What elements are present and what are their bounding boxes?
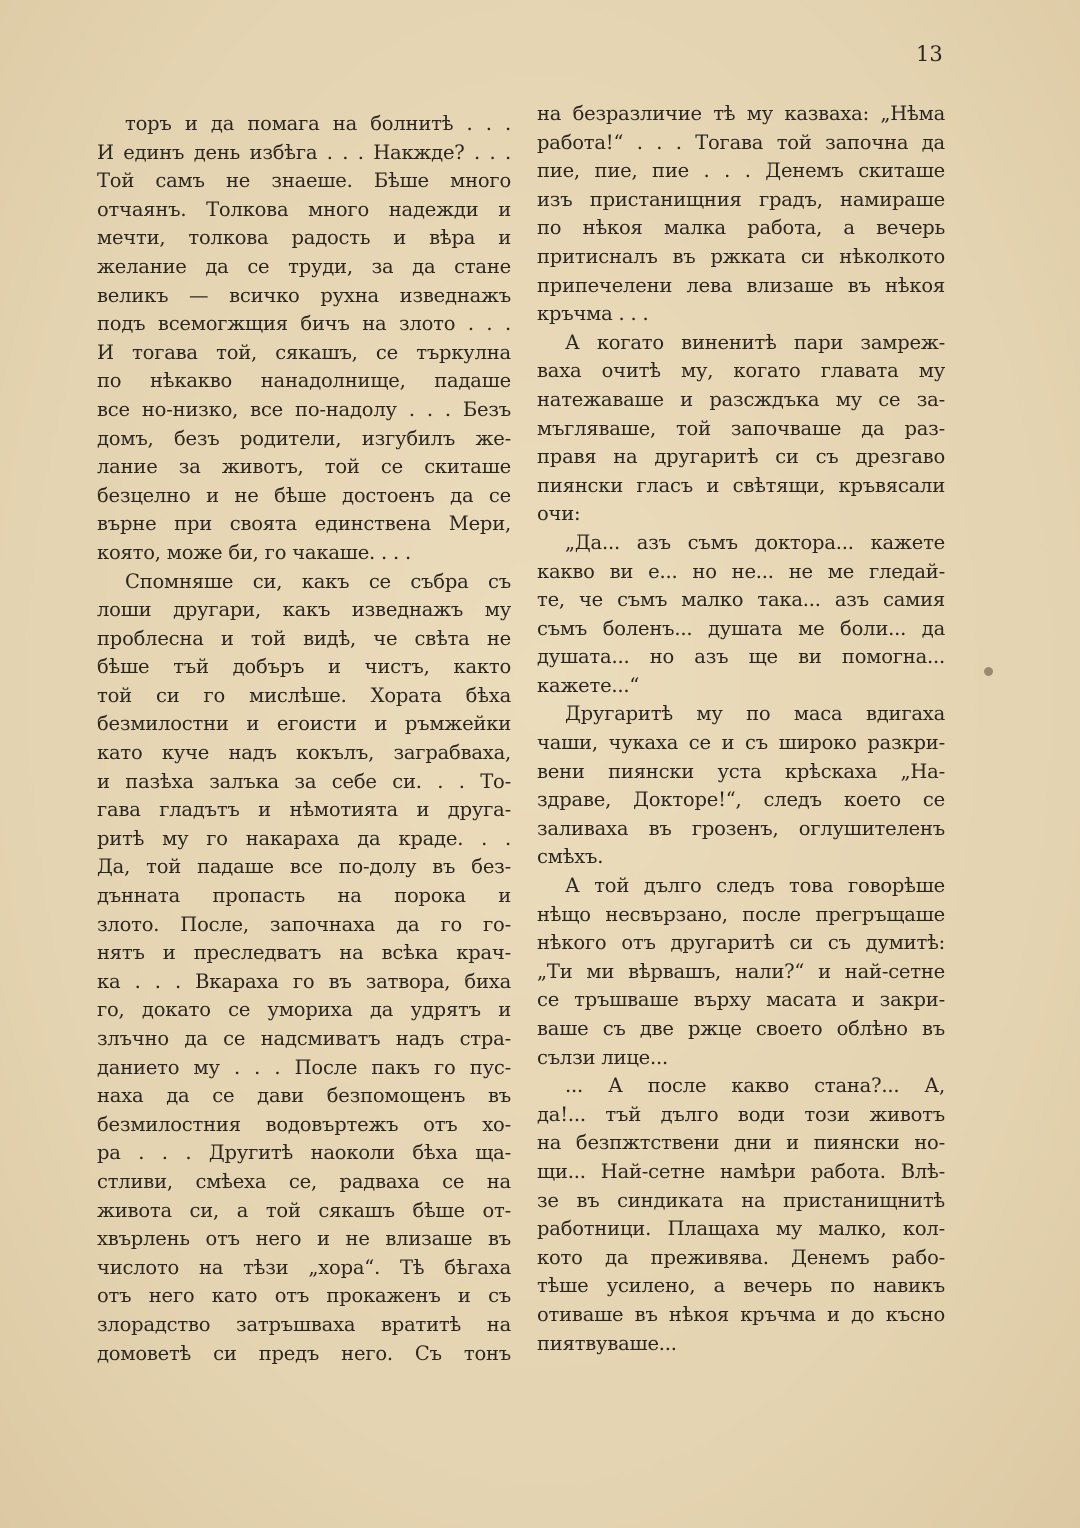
- text-line: работници. Плащаха му малко, кол-: [537, 1217, 945, 1241]
- text-line: живота си, а той сякашъ бѣше от-: [97, 1198, 511, 1222]
- text-line: ритѣ му го накараха да краде. . .: [97, 826, 511, 850]
- text-line: и пазѣха залъка за себе си. . . То-: [97, 769, 511, 793]
- text-line: съмъ боленъ... душата ме боли... да: [537, 616, 945, 640]
- paragraph: [97, 568, 511, 1369]
- text-line: числото на тѣзи „хора“. Тѣ бѣгаха: [97, 1255, 511, 1279]
- text-line: пие, пие, пие . . . Денемъ скиташе: [537, 159, 945, 183]
- text-line: която, може би, го чакаше. . . .: [97, 540, 412, 564]
- text-line: домоветѣ си предъ него. Съ тонъ: [97, 1341, 511, 1365]
- text-line: И тогава той, сякашъ, се търкулна: [97, 340, 511, 364]
- text-line: Той самъ не знаеше. Бѣше много: [97, 169, 511, 193]
- text-line: домъ, безъ родители, изгубилъ же-: [97, 426, 511, 450]
- text-line: кръчма . . .: [537, 302, 649, 326]
- text-line: желание да се труди, за да стане: [97, 254, 511, 278]
- text-line: като куче надъ кокълъ, заграбваха,: [97, 741, 511, 765]
- text-line: ваха очитѣ му, когато главата му: [537, 359, 945, 383]
- text-line: сълзи лице...: [537, 1045, 669, 1069]
- text-line: нѣкого отъ другаритѣ си съ думитѣ:: [537, 931, 945, 955]
- text-line: върне при своята единствена Мери,: [97, 512, 511, 536]
- text-line: данието му . . . После пакъ го пус-: [97, 1055, 511, 1079]
- text-line: отчаянъ. Толкова много надежди и: [97, 197, 511, 221]
- text-line: да!... тъй дълго води този животъ: [537, 1102, 945, 1126]
- text-line: ... А после какво стана?... А,: [565, 1074, 945, 1098]
- paper-speck: [984, 667, 993, 676]
- text-line: лоши другари, какъ изведнажъ му: [97, 598, 511, 622]
- text-line: А той дълго следъ това говорѣше: [565, 874, 945, 898]
- text-line: по нѣкакво нанадолнище, падаше: [97, 369, 511, 393]
- text-line: изъ пристанищния градъ, намираше: [537, 187, 945, 211]
- text-line: го, докато се умориха да удрятъ и: [97, 998, 511, 1022]
- text-line: пиянски гласъ и свѣтящи, кръвясали: [537, 473, 945, 497]
- text-line: „Ти ми вѣрвашъ, нали?“ и най-сетне: [537, 959, 945, 983]
- text-line: злорадство затръшваха вратитѣ на: [97, 1312, 511, 1336]
- text-line: душата... но азъ ще ви помогна...: [537, 645, 945, 669]
- text-line: все но-низко, все по-надолу . . . Безъ: [97, 397, 511, 421]
- text-line: безмилостни и егоисти и ръмжейки: [97, 712, 511, 736]
- text-line: злъчно да се надсмиватъ надъ стра-: [97, 1027, 511, 1050]
- text-line: здраве, Докторе!“, следъ което се: [537, 788, 945, 812]
- paragraph: [537, 100, 945, 329]
- text-line: отиваше въ нѣкоя кръчма и до късно: [537, 1302, 945, 1326]
- text-line: вени пиянски уста крѣскаха „На-: [537, 759, 945, 783]
- paragraph: [537, 329, 945, 529]
- text-line: нятъ и преследватъ на всѣка крач-: [97, 941, 511, 965]
- text-line: мечти, толкова радость и вѣра и: [97, 226, 511, 250]
- text-line: „Да... азъ съмъ доктора... кажете: [565, 530, 945, 554]
- text-line: злото. После, започнаха да го го-: [97, 912, 511, 936]
- paragraph: [97, 110, 511, 568]
- text-line: безмилостния водовъртежъ отъ хо-: [97, 1112, 511, 1136]
- text-line: подъ всемогжщия бичъ на злото . . .: [97, 312, 511, 336]
- text-line: на безразличие тѣ му казваха: „Нѣма: [537, 102, 945, 125]
- text-line: смѣхъ.: [537, 845, 604, 869]
- text-line: те, че съмъ малко така... азъ самия: [537, 588, 945, 612]
- text-line: ка . . . Вкараха го въ затвора, биха: [97, 969, 511, 993]
- text-line: гава гладътъ и нѣмотията и друга-: [97, 798, 511, 822]
- text-line: ваше съ две ржце своето облѣно въ: [537, 1017, 945, 1040]
- paragraph: [537, 700, 945, 872]
- text-line: дънната пропасть на порока и: [97, 884, 511, 908]
- text-line: хвърлень отъ него и не влизаше въ: [97, 1227, 511, 1251]
- text-line: очи:: [537, 502, 581, 526]
- text-line: натежаваше и разсждъка му се за-: [537, 387, 945, 411]
- paragraph: [537, 1072, 945, 1358]
- paragraph: [537, 872, 945, 1072]
- text-line: той си го мислѣше. Хората бѣха: [97, 683, 511, 707]
- text-line: великъ — всичко рухна изведнажъ: [97, 283, 511, 307]
- page-number: 13: [916, 42, 943, 66]
- text-line: се тръшваше върху масата и закри-: [537, 988, 945, 1012]
- text-line: ра . . . Другитѣ наоколи бѣха ща-: [97, 1141, 511, 1165]
- text-line: на безпжтствени дни и пиянски но-: [537, 1131, 945, 1155]
- text-line: наха да се дави безпомощенъ въ: [97, 1084, 511, 1108]
- right-column: [537, 100, 945, 1358]
- left-column: [97, 110, 511, 1368]
- text-line: Да, той падаше все по-долу въ без-: [97, 855, 511, 879]
- text-line: кажете...“: [537, 673, 640, 697]
- text-line: проблесна и той видѣ, че свѣта не: [97, 626, 511, 650]
- text-line: Спомняше си, какъ се събра съ: [125, 569, 511, 593]
- text-line: припечелени лева влизаше въ нѣкоя: [537, 273, 945, 297]
- text-line: какво ви е... но не... не ме гледай-: [537, 559, 945, 583]
- text-line: чаши, чукаха се и съ широко разкри-: [537, 731, 945, 755]
- text-line: бѣше тъй добъръ и чистъ, както: [97, 655, 511, 679]
- text-line: лание за животъ, той се скиташе: [97, 455, 511, 479]
- text-line: притисналъ въ ржката си нѣколкото: [537, 244, 945, 268]
- text-line: пиятвуваше...: [537, 1331, 677, 1355]
- text-line: И единъ день избѣга . . . Накжде? . . .: [97, 140, 511, 164]
- text-line: Другаритѣ му по маса вдигаха: [565, 702, 945, 726]
- text-line: мъгляваше, той започваше да раз-: [537, 416, 945, 440]
- text-line: стливи, смѣеха се, радваха се на: [97, 1169, 511, 1193]
- text-line: нѣщо несвързано, после прегръщаше: [537, 902, 945, 926]
- text-line: тѣше усилено, а вечерь по навикъ: [537, 1274, 945, 1298]
- text-line: торъ и да помага на болнитѣ . . .: [125, 112, 511, 135]
- text-line: безцелно и не бѣше достоенъ да се: [97, 483, 511, 507]
- text-line: кото да преживява. Денемъ рабо-: [537, 1245, 945, 1269]
- text-line: А когато виненитѣ пари замреж-: [565, 330, 945, 354]
- text-line: работа!“ . . . Тогава той започна да: [537, 130, 945, 154]
- text-line: зе въ синдиката на пристанищнитѣ: [537, 1188, 945, 1212]
- text-line: заливаха въ грозенъ, оглушителенъ: [537, 816, 945, 840]
- text-line: отъ него като отъ прокаженъ и съ: [97, 1284, 511, 1308]
- text-line: по нѣкоя малка работа, а вечерь: [537, 216, 945, 240]
- paragraph: [537, 529, 945, 701]
- text-line: щи... Най-сетне намѣри работа. Влѣ-: [537, 1159, 945, 1183]
- text-line: правя на другаритѣ си съ дрезгаво: [537, 445, 945, 469]
